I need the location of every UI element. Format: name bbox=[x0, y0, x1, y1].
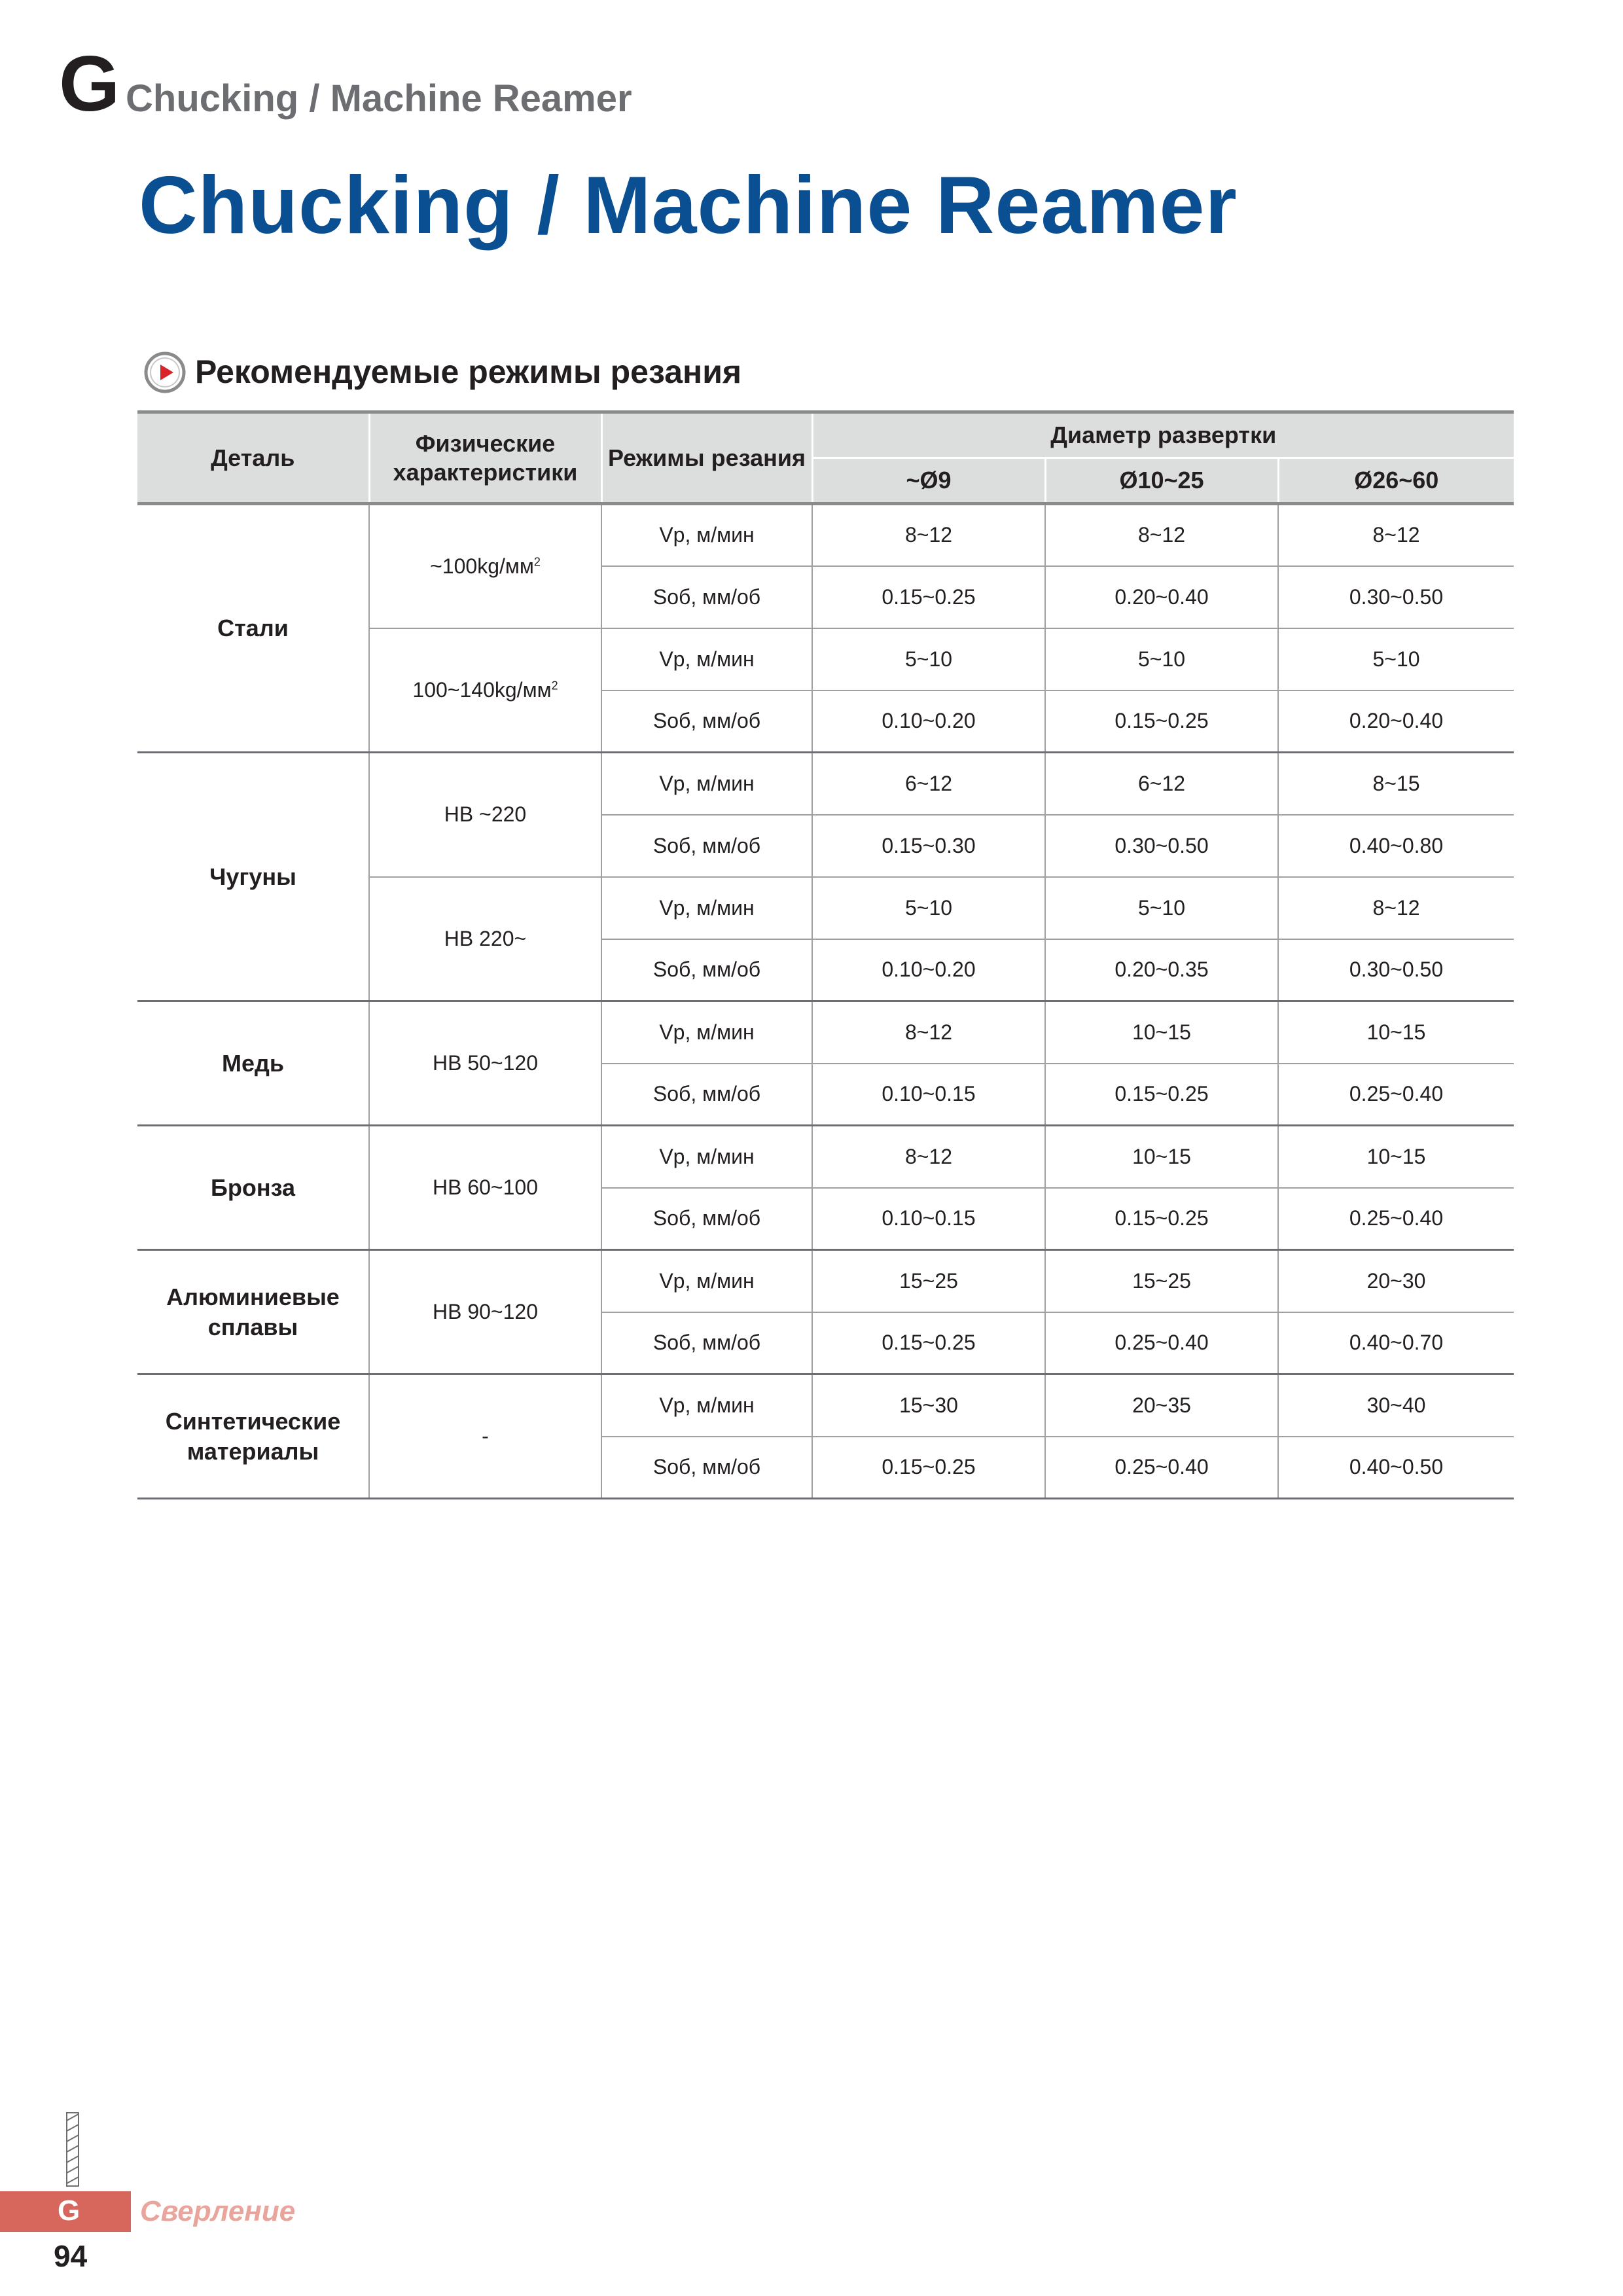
value-cell: 6~12 bbox=[1045, 753, 1278, 815]
mode-cell: Sоб, мм/об bbox=[601, 815, 812, 877]
value-cell: 0.15~0.25 bbox=[812, 1437, 1045, 1499]
value-cell: 0.30~0.50 bbox=[1278, 566, 1514, 628]
value-cell: 0.15~0.25 bbox=[1045, 691, 1278, 753]
value-cell: 0.15~0.25 bbox=[812, 566, 1045, 628]
drill-icon bbox=[63, 2111, 82, 2190]
cutting-modes-table-wrapper bbox=[137, 410, 1514, 1499]
header-section-letter: G bbox=[59, 40, 118, 128]
value-cell: 0.15~0.25 bbox=[1045, 1064, 1278, 1126]
property-text: ~100kg/мм bbox=[430, 554, 534, 578]
header-diameter: Диаметр развертки bbox=[812, 412, 1514, 458]
value-cell: 8~12 bbox=[812, 1001, 1045, 1064]
material-cell: Чугуны bbox=[137, 753, 369, 1001]
value-cell: 0.40~0.80 bbox=[1278, 815, 1514, 877]
table-row bbox=[137, 1374, 1514, 1437]
value-cell: 8~12 bbox=[812, 1126, 1045, 1188]
value-cell: 10~15 bbox=[1278, 1126, 1514, 1188]
value-cell: 0.10~0.15 bbox=[812, 1188, 1045, 1250]
property-cell bbox=[369, 628, 601, 753]
value-cell: 0.15~0.25 bbox=[1045, 1188, 1278, 1250]
property-text: HB 60~100 bbox=[432, 1175, 538, 1199]
value-cell: 20~30 bbox=[1278, 1250, 1514, 1312]
mode-cell: Vp, м/мин bbox=[601, 1126, 812, 1188]
value-cell: 0.25~0.40 bbox=[1045, 1437, 1278, 1499]
value-cell: 0.40~0.70 bbox=[1278, 1312, 1514, 1374]
value-cell: 30~40 bbox=[1278, 1374, 1514, 1437]
value-cell: 0.15~0.25 bbox=[812, 1312, 1045, 1374]
header-diameter-3: Ø26~60 bbox=[1278, 458, 1514, 504]
mode-cell: Sоб, мм/об bbox=[601, 1188, 812, 1250]
mode-cell: Vp, м/мин bbox=[601, 1001, 812, 1064]
value-cell: 0.20~0.35 bbox=[1045, 939, 1278, 1001]
value-cell: 0.20~0.40 bbox=[1278, 691, 1514, 753]
table-row bbox=[137, 504, 1514, 566]
property-text: 100~140kg/мм bbox=[412, 677, 552, 702]
mode-cell: Sоб, мм/об bbox=[601, 566, 812, 628]
value-cell: 10~15 bbox=[1045, 1126, 1278, 1188]
material-cell: Синтетические материалы bbox=[137, 1374, 369, 1499]
mode-cell: Sоб, мм/об bbox=[601, 939, 812, 1001]
header-properties: Физические характеристики bbox=[369, 412, 601, 504]
table-row bbox=[137, 1001, 1514, 1064]
value-cell: 0.20~0.40 bbox=[1045, 566, 1278, 628]
material-cell: Алюминиевые сплавы bbox=[137, 1250, 369, 1374]
property-cell bbox=[369, 1250, 601, 1374]
mode-cell: Sоб, мм/об bbox=[601, 1437, 812, 1499]
header-part: Деталь bbox=[137, 412, 369, 504]
page-title: Chucking / Machine Reamer bbox=[139, 160, 1238, 251]
value-cell: 10~15 bbox=[1278, 1001, 1514, 1064]
value-cell: 0.25~0.40 bbox=[1045, 1312, 1278, 1374]
value-cell: 5~10 bbox=[812, 877, 1045, 939]
header-diameter-1: ~Ø9 bbox=[812, 458, 1045, 504]
mode-cell: Vp, м/мин bbox=[601, 753, 812, 815]
property-cell bbox=[369, 877, 601, 1001]
value-cell: 5~10 bbox=[812, 628, 1045, 691]
value-cell: 5~10 bbox=[1045, 628, 1278, 691]
property-text: HB 50~120 bbox=[432, 1051, 538, 1075]
property-text: HB 90~120 bbox=[432, 1300, 538, 1323]
header-mode: Режимы резания bbox=[601, 412, 812, 504]
cutting-modes-table bbox=[137, 410, 1514, 1499]
table-row bbox=[137, 1126, 1514, 1188]
property-text: - bbox=[482, 1424, 489, 1448]
mode-cell: Vp, м/мин bbox=[601, 1374, 812, 1437]
value-cell: 6~12 bbox=[812, 753, 1045, 815]
mode-cell: Vp, м/мин bbox=[601, 628, 812, 691]
value-cell: 8~12 bbox=[1045, 504, 1278, 566]
section-title: Рекомендуемые режимы резания bbox=[195, 353, 742, 390]
value-cell: 5~10 bbox=[1278, 628, 1514, 691]
property-cell bbox=[369, 1374, 601, 1499]
value-cell: 0.10~0.20 bbox=[812, 691, 1045, 753]
mode-cell: Sоб, мм/об bbox=[601, 1064, 812, 1126]
value-cell: 0.40~0.50 bbox=[1278, 1437, 1514, 1499]
mode-cell: Vp, м/мин bbox=[601, 877, 812, 939]
value-cell: 5~10 bbox=[1045, 877, 1278, 939]
property-text: HB ~220 bbox=[444, 802, 527, 827]
value-cell: 8~12 bbox=[1278, 877, 1514, 939]
value-cell: 0.25~0.40 bbox=[1278, 1188, 1514, 1250]
material-cell: Стали bbox=[137, 504, 369, 753]
property-cell bbox=[369, 504, 601, 628]
value-cell: 15~25 bbox=[812, 1250, 1045, 1312]
mode-cell: Sоб, мм/об bbox=[601, 1312, 812, 1374]
material-cell: Медь bbox=[137, 1001, 369, 1126]
header-diameter-2: Ø10~25 bbox=[1045, 458, 1278, 504]
value-cell: 0.10~0.15 bbox=[812, 1064, 1045, 1126]
property-cell bbox=[369, 1001, 601, 1126]
value-cell: 0.30~0.50 bbox=[1045, 815, 1278, 877]
value-cell: 15~30 bbox=[812, 1374, 1045, 1437]
play-circle-icon bbox=[144, 351, 186, 393]
property-superscript: 2 bbox=[533, 555, 541, 569]
value-cell: 15~25 bbox=[1045, 1250, 1278, 1312]
value-cell: 8~15 bbox=[1278, 753, 1514, 815]
table-row bbox=[137, 753, 1514, 815]
mode-cell: Vp, м/мин bbox=[601, 1250, 812, 1312]
value-cell: 20~35 bbox=[1045, 1374, 1278, 1437]
material-cell: Бронза bbox=[137, 1126, 369, 1250]
property-cell bbox=[369, 753, 601, 877]
value-cell: 0.30~0.50 bbox=[1278, 939, 1514, 1001]
table-row bbox=[137, 1250, 1514, 1312]
value-cell: 0.15~0.30 bbox=[812, 815, 1045, 877]
value-cell: 0.10~0.20 bbox=[812, 939, 1045, 1001]
mode-cell: Vp, м/мин bbox=[601, 504, 812, 566]
value-cell: 10~15 bbox=[1045, 1001, 1278, 1064]
value-cell: 0.25~0.40 bbox=[1278, 1064, 1514, 1126]
mode-cell: Sоб, мм/об bbox=[601, 691, 812, 753]
page-number: 94 bbox=[54, 2239, 88, 2273]
footer-tab-label: Сверление bbox=[140, 2195, 296, 2227]
property-text: HB 220~ bbox=[444, 926, 527, 950]
property-superscript: 2 bbox=[551, 679, 558, 692]
footer-tab-letter: G bbox=[58, 2195, 80, 2227]
header-running-title: Chucking / Machine Reamer bbox=[126, 77, 632, 120]
property-cell bbox=[369, 1126, 601, 1250]
table-body bbox=[137, 504, 1514, 1499]
value-cell: 8~12 bbox=[812, 504, 1045, 566]
value-cell: 8~12 bbox=[1278, 504, 1514, 566]
